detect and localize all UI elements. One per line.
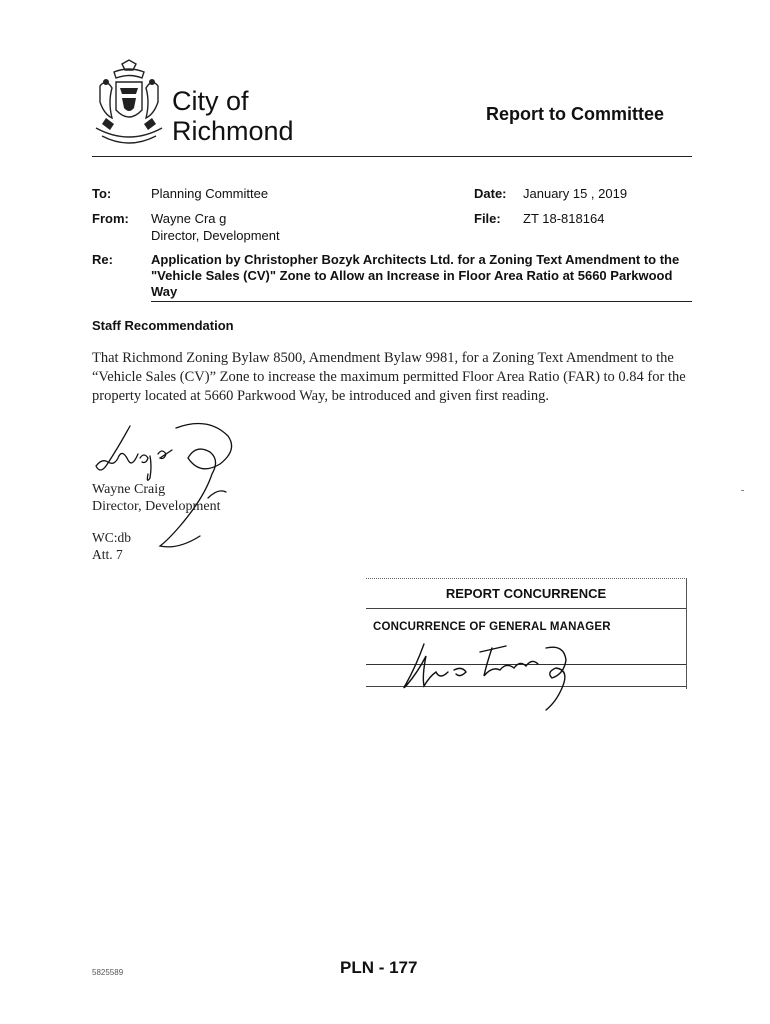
scan-mark <box>741 490 744 491</box>
from-title: Director, Development <box>151 228 280 243</box>
recommendation-body: That Richmond Zoning Bylaw 8500, Amendment Bylaw 9981, for a Zoning Text Amendment to the “Vehicle Sales (CV)” Zone to increase the maximum permitted Floor Area Ratio (FAR) to 0.84 for the property located at 5660 Parkwood Way, be introduced and given first reading. <box>92 350 686 404</box>
file-value: ZT 18-818164 <box>523 211 605 226</box>
signatory-title: Director, Development <box>92 499 221 514</box>
general-manager-signature <box>396 636 596 712</box>
from-label: From: <box>92 211 129 226</box>
file-label: File: <box>474 211 501 226</box>
city-crest-icon <box>92 58 166 150</box>
org-name-line1: City of <box>172 86 249 116</box>
report-title: Report to Committee <box>486 104 665 124</box>
to-label: To: <box>92 186 112 201</box>
header-divider <box>92 156 692 157</box>
re-subject: Application by Christopher Bozyk Architects Ltd. for a Zoning Text Amendment to the "Vehicle Sales (CV)" Zone to Allow an Increase in Floor Area Ratio at 5660 Parkwood Way <box>151 252 680 299</box>
org-name <box>172 86 294 146</box>
signatory-name: Wayne Craig <box>92 482 166 497</box>
concurrence-subtitle: CONCURRENCE OF GENERAL MANAGER <box>373 621 611 633</box>
typist-initials: WC:db <box>92 530 131 545</box>
attachment-count: Att. 7 <box>92 547 123 562</box>
date-value: January 15 , 2019 <box>523 186 628 201</box>
recommendation-heading: Staff Recommendation <box>92 318 234 333</box>
reference-block <box>92 529 131 563</box>
concurrence-divider <box>366 608 686 609</box>
org-name-line2: Richmond <box>172 116 294 146</box>
re-label: Re: <box>92 252 113 267</box>
subject-divider <box>151 301 692 302</box>
page-number: PLN - 177 <box>340 958 418 977</box>
document-number: 5825589 <box>92 968 124 977</box>
to-value: Planning Committee <box>151 186 269 201</box>
date-label: Date: <box>474 186 507 201</box>
from-name: Wayne Cra g <box>151 211 227 226</box>
concurrence-title: REPORT CONCURRENCE <box>445 586 607 601</box>
signatory <box>92 481 221 515</box>
